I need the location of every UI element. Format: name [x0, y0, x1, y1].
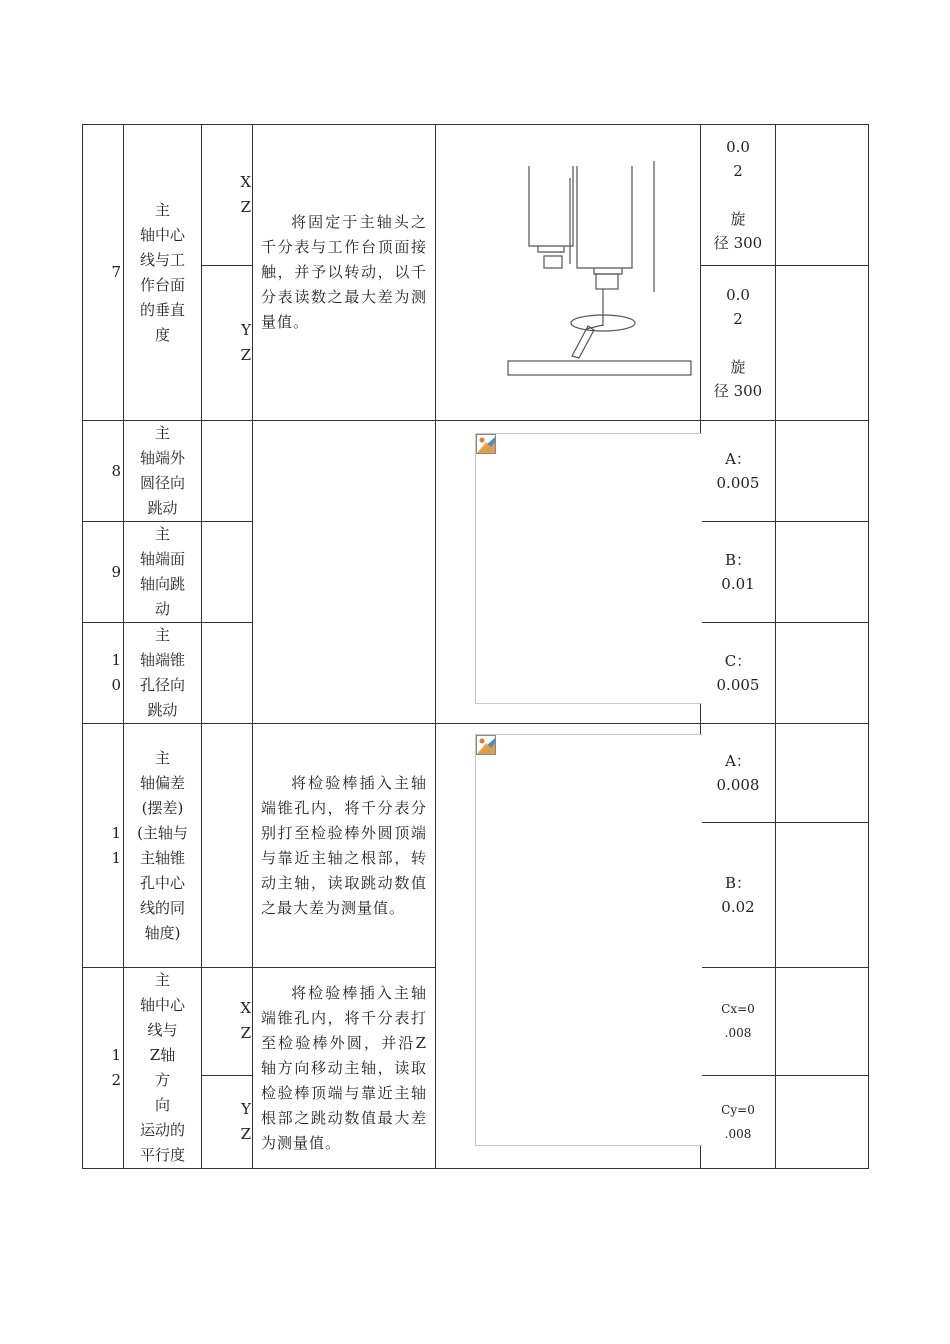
- inspection-table: [82, 124, 869, 1169]
- row-11-number: 1 1: [83, 724, 124, 968]
- row-8-blank: [776, 421, 869, 522]
- broken-image-icon: [476, 735, 496, 755]
- row-8-value: A： 0.005: [701, 421, 776, 522]
- row-11-description: 将检验棒插入主轴端锥孔内，将千分表分别打至检验棒外圆顶端与靠近主轴之根部，转动主轴，读取跳动数值之最大差为测量值。: [253, 724, 436, 968]
- row-8-item: 主 轴端外 圆径向 跳动: [124, 421, 202, 522]
- row-7-diagram-cell: [436, 125, 701, 421]
- row-11-value-a: A： 0.008: [701, 724, 776, 823]
- row-12-item: 主 轴中心 线与 Z轴 方 向 运动的 平行度: [124, 968, 202, 1169]
- row-10-number: 1 0: [83, 623, 124, 724]
- rows-11-12-broken-image: [475, 734, 702, 1146]
- rows-11-12-image-cell: [436, 724, 701, 1169]
- row-8-axis-blank: [202, 421, 253, 522]
- row-7-description: 将固定于主轴头之千分表与工作台顶面接触，并予以转动，以千分表读数之最大差为测量值。: [253, 125, 436, 421]
- row-9-axis-blank: [202, 522, 253, 623]
- row-7-value-xz: 0.0 2 旋 径 300: [701, 125, 776, 266]
- row-11-item: 主 轴偏差 (摆差) (主轴与 主轴锥 孔中心 线的同 轴度): [124, 724, 202, 968]
- rows-8-10-image-cell: [436, 421, 701, 724]
- broken-image-icon: [476, 434, 496, 454]
- row-9-number: 9: [83, 522, 124, 623]
- row-7-blank-a: [776, 125, 869, 266]
- row-12-axis-yz: Y Z: [202, 1075, 253, 1168]
- row-12-axis-xz: X Z: [202, 968, 253, 1076]
- row-7-axis-yz: Y Z: [202, 266, 253, 421]
- spindle-perpendicularity-diagram: [436, 126, 701, 420]
- row-12-number: 1 2: [83, 968, 124, 1169]
- row-7-value-yz: 0.0 2 旋 径 300: [701, 266, 776, 421]
- row-12-description: 将检验棒插入主轴端锥孔内，将千分表打至检验棒外圆，并沿Z轴方向移动主轴，读取检验棒顶端与靠近主轴根部之跳动数值最大差为测量值。: [253, 968, 436, 1169]
- rows-8-10-description: [253, 421, 436, 724]
- rows-8-10-broken-image: [475, 433, 702, 704]
- row-10-item: 主 轴端锥 孔径向 跳动: [124, 623, 202, 724]
- row-11-axis-blank: [202, 724, 253, 968]
- row-12-blank-b: [776, 1075, 869, 1168]
- row-12-blank-a: [776, 968, 869, 1076]
- row-9-value: B： 0.01: [701, 522, 776, 623]
- row-9-blank: [776, 522, 869, 623]
- row-9-item: 主 轴端面 轴向跳 动: [124, 522, 202, 623]
- row-11-blank-a: [776, 724, 869, 823]
- row-7-blank-b: [776, 266, 869, 421]
- row-7-item: 主 轴中心 线与工 作台面 的垂直 度: [124, 125, 202, 421]
- row-8-number: 8: [83, 421, 124, 522]
- row-12-value-cy: Cy=0 .008: [701, 1075, 776, 1168]
- row-12-value-cx: Cx=0 .008: [701, 968, 776, 1076]
- row-11-blank-b: [776, 823, 869, 968]
- row-10-blank: [776, 623, 869, 724]
- row-7-number: 7: [83, 125, 124, 421]
- row-10-axis-blank: [202, 623, 253, 724]
- row-7-axis-xz: X Z: [202, 125, 253, 266]
- row-11-value-b: B： 0.02: [701, 823, 776, 968]
- row-10-value: C： 0.005: [701, 623, 776, 724]
